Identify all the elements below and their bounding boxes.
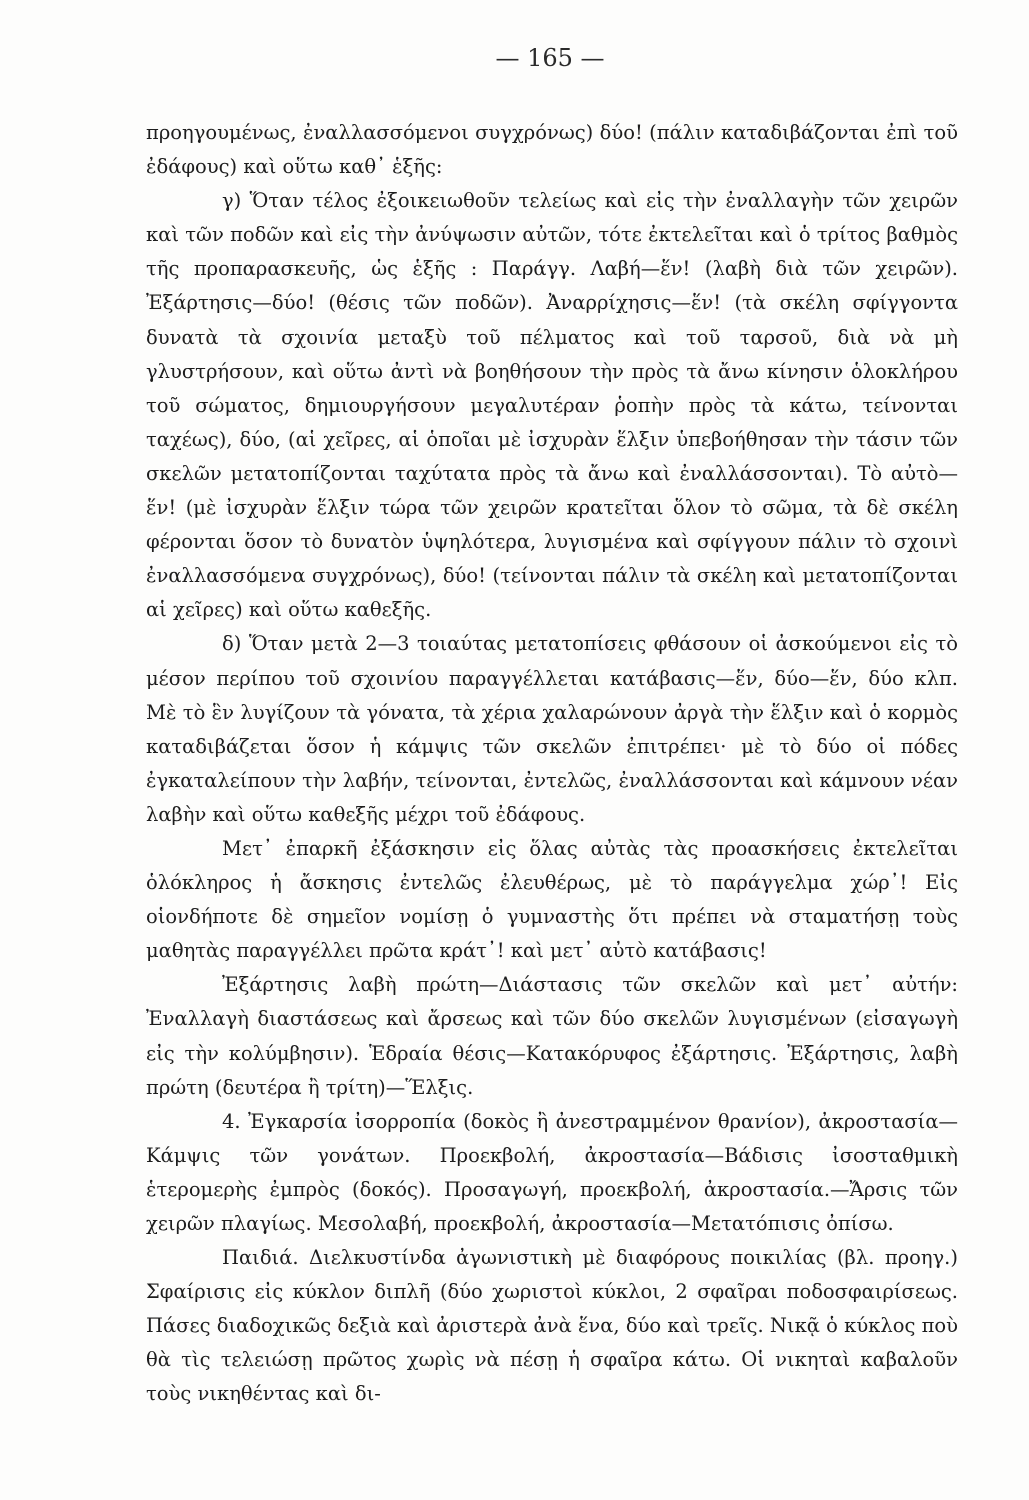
page-number: — 165 — [495, 44, 605, 72]
paragraph-continuation: προηγουμένως, ἐναλλασσόμενοι συγχρόνως) δύο! (πάλιν καταδιβάζονται ἐπὶ τοῦ ἐδάφους) καὶ οὕτω καθ᾽ ἑξῆς: [146, 121, 958, 179]
paragraph-delta: δ) Ὅταν μετὰ 2—3 τοιαύτας μετατοπίσεις φθάσουν οἱ ἀσκούμενοι εἰς τὸ μέσον περίπου τοῦ σχοινίου παραγγέλλεται κατάβασις—ἕν, δύο—ἕν, δύο κλπ. Μὲ τὸ ἓν λυγίζουν τὰ γόνατα, τὰ χέρια χαλαρώνουν ἀργὰ τὴν ἕλξιν καὶ ὁ κορμὸς καταδιβάζεται ὅσον ἡ κάμψις τῶν σκελῶν ἐπιτρέπει· μὲ τὸ δύο οἱ πόδες ἐγκαταλείπουν τὴν λαβήν, τείνονται, ἐντελῶς, ἐναλλάσσονται καὶ κάμνουν νέαν λαβὴν καὶ οὕτω καθεξῆς μέχρι τοῦ ἐδάφους. [146, 632, 958, 826]
paragraph-gamma: γ) Ὅταν τέλος ἐξοικειωθοῦν τελείως καὶ εἰς τὴν ἐναλλαγὴν τῶν χειρῶν καὶ τῶν ποδῶν καὶ εἰς τὴν ἀνύψωσιν αὐτῶν, τότε ἐκτελεῖται καὶ ὁ τρίτος βαθμὸς τῆς προπαρασκευῆς, ὡς ἑξῆς : Παράγγ. Λαβή—ἕν! (λαβὴ διὰ τῶν χειρῶν). Ἐξάρτησις—δύο! (θέσις τῶν ποδῶν). Ἀναρρίχησις—ἕν! (τὰ σκέλη σφίγγοντα δυνατὰ τὰ σχοινία μεταξὺ τοῦ πέλματος καὶ τοῦ ταρσοῦ, διὰ νὰ μὴ γλυστρήσουν, καὶ οὕτω ἀντὶ νὰ βοηθήσουν τὴν πρὸς τὰ ἄνω κίνησιν ὁλοκλήρου τοῦ σώματος, δημιουργήσουν μεγαλυτέραν ῥοπὴν πρὸς τὰ κάτω, τείνονται ταχέως), δύο, (αἱ χεῖρες, αἱ ὁποῖαι μὲ ἰσχυρὰν ἕλξιν ὑπεβοήθησαν τὴν τάσιν τῶν σκελῶν μετατοπίζονται ταχύτατα πρὸς τὰ ἄνω καὶ ἐναλλάσσονται). Τὸ αὐτὸ—ἕν! (μὲ ἰσχυρὰν ἕλξιν τώρα τῶν χειρῶν κρατεῖται ὅλον τὸ σῶμα, τὰ δὲ σκέλη φέρονται ὅσον τὸ δυνατὸν ὑψηλότερα, λυγισμένα καὶ σφίγγουν πάλιν τὸ σχοινὶ ἐναλλασσόμενα συγχρόνως), δύο! (τείνονται πάλιν τὰ σκέλη καὶ μετατοπίζονται αἱ χεῖρες) καὶ οὕτω καθεξῆς. [146, 189, 958, 622]
paragraph-balance-exercises: 4. Ἐγκαρσία ἰσορροπία (δοκὸς ἢ ἀνεστραμμένον θρανίον), ἀκροστασία—Κάμψις τῶν γονάτων. Προεκβολή, ἀκροστασία—Βάδισις ἰσοσταθμικὴ ἑτερομερὴς ἐμπρὸς (δοκός). Προσαγωγή, προεκβολή, ἀκροστασία.—Ἄρσις τῶν χειρῶν πλαγίως. Μεσολαβή, προεκβολή, ἀκροστασία—Μετατόπισις ὀπίσω. [146, 1109, 958, 1235]
paragraph-hanging-exercises: Ἐξάρτησις λαβὴ πρώτη—Διάστασις τῶν σκελῶν καὶ μετ᾽ αὐτήν: Ἐναλλαγὴ διαστάσεως καὶ ἄρσεως καὶ τῶν δύο σκελῶν λυγισμένων (εἰσαγωγὴ εἰς τὴν κολύμβησιν). Ἑδραία θέσις—Κατακόρυφος ἐξάρτησις. Ἐξάρτησις, λαβὴ πρώτη (δευτέρα ἢ τρίτη)—Ἕλξις. [146, 973, 958, 1099]
paragraph-free-climb: Μετ᾽ ἐπαρκῆ ἐξάσκησιν εἰς ὅλας αὐτὰς τὰς προασκήσεις ἐκτελεῖται ὁλόκληρος ἡ ἄσκησις ἐντελῶς ἐλευθέρως, μὲ τὸ παράγγελμα χώρ᾽! Εἰς οἱονδήποτε δὲ σημεῖον νομίσῃ ὁ γυμναστὴς ὅτι πρέπει νὰ σταματήσῃ τοὺς μαθητὰς παραγγέλλει πρῶτα κράτ᾽! καὶ μετ᾽ αὐτὸ κατάβασις! [146, 836, 958, 963]
paragraph-games: Παιδιά. Διελκυστίνδα ἀγωνιστικὴ μὲ διαφόρους ποικιλίας (βλ. προηγ.) Σφαίρισις εἰς κύκλον διπλῆ (δύο χωριστοὶ κύκλοι, 2 σφαῖραι ποδοσφαιρίσεως. Πάσες διαδοχικῶς δεξιὰ καὶ ἀριστερὰ ἀνὰ ἕνα, δύο καὶ τρεῖς. Νικᾷ ὁ κύκλος ποὺ θὰ τὶς τελειώσῃ πρῶτος χωρὶς νὰ πέσῃ ἡ σφαῖρα κάτω. Οἱ νικηταὶ καβαλοῦν τοὺς νικηθέντας καὶ δι- [146, 1246, 958, 1406]
body-text [146, 116, 958, 1412]
